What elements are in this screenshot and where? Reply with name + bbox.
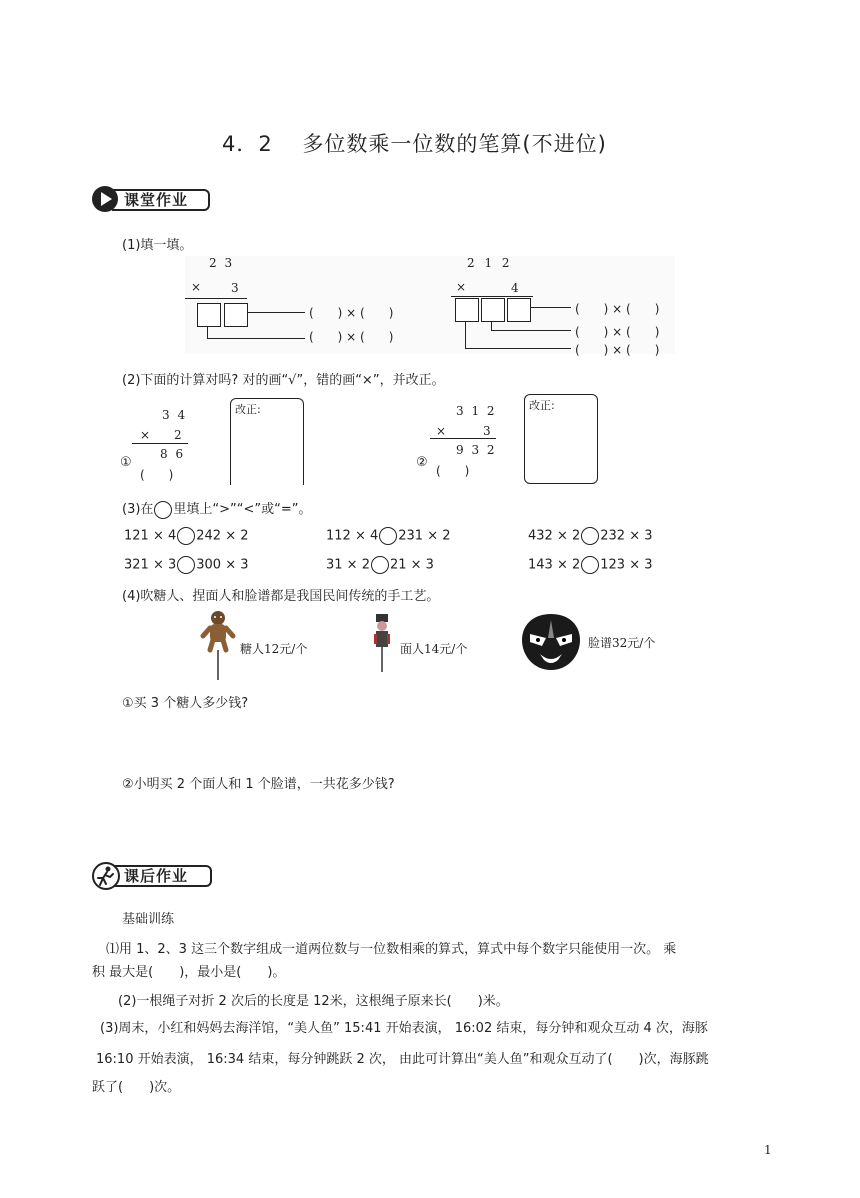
q1a-rule xyxy=(185,298,247,299)
q3-item-2-left: 112 × 4 xyxy=(326,528,379,544)
q1b-rule xyxy=(451,296,533,297)
section-banner-classwork xyxy=(92,186,210,210)
q1b-slot-3[interactable]: ( ) × ( ) xyxy=(575,343,660,357)
q3-item-1-right: 242 × 2 xyxy=(196,528,249,544)
q3-label-pre: (3)在 xyxy=(122,502,154,517)
q2-label: (2)下面的计算对吗? 对的画“√”，错的画“×”，并改正。 xyxy=(122,373,445,388)
q3-item-3-circle[interactable] xyxy=(581,527,599,545)
q2b-multiplicand: 3 1 2 xyxy=(456,404,497,418)
q1a-arrow-2-stem xyxy=(207,326,208,338)
q3-item-6-right: 123 × 3 xyxy=(600,557,653,573)
hw-q3-line1: (3)周末，小红和妈妈去海洋馆，“美人鱼” 15:41 开始表演， 16:02 结束，每分钟和观众互动 4 次，海豚 xyxy=(100,1021,708,1036)
q2b-marker: ② xyxy=(416,455,428,470)
q3-item-5-left: 31 × 2 xyxy=(326,557,370,573)
play-icon xyxy=(92,186,118,212)
q2a-multiplier: 2 xyxy=(174,428,182,442)
q1a-slot-1[interactable]: ( ) × ( ) xyxy=(309,306,394,320)
q2a-multiplicand: 3 4 xyxy=(162,408,188,422)
q1b-arrow-2-stem xyxy=(491,322,492,330)
q3-item-3-right: 232 × 3 xyxy=(600,528,653,544)
page-number: 1 xyxy=(764,1143,772,1157)
hw-q3-line3: 跃了( )次。 xyxy=(92,1080,181,1095)
q2a-correction-label: 改正: xyxy=(235,403,261,416)
q4-sub1: ①买 3 个糖人多少钱? xyxy=(122,696,249,711)
q3-item-1 xyxy=(124,527,249,545)
q1b-answer-box-ones[interactable] xyxy=(507,298,531,322)
sugar-figure-icon xyxy=(200,610,236,680)
q2b-multiplier: 3 xyxy=(483,424,491,438)
q1b-slot-2[interactable]: ( ) × ( ) xyxy=(575,325,660,339)
q1a-multiplicand: 2 3 xyxy=(209,256,235,270)
q3-item-4-circle[interactable] xyxy=(177,556,195,574)
banner-label: 课堂作业 xyxy=(124,191,189,209)
q1b-arrow-3-stem xyxy=(465,322,466,348)
q1b-answer-box-tens[interactable] xyxy=(481,298,505,322)
q2a-rule xyxy=(132,443,188,444)
q1b-arrow-1 xyxy=(531,307,571,308)
q1a-arrow-2 xyxy=(207,338,305,339)
hw-q1-line2: 积 最大是( )，最小是( )。 xyxy=(92,965,286,980)
dough-figure-icon xyxy=(370,612,394,672)
q3-item-1-circle[interactable] xyxy=(177,527,195,545)
q3-item-5-circle[interactable] xyxy=(371,556,389,574)
q3-item-6-circle[interactable] xyxy=(581,556,599,574)
q2b-correction-label: 改正: xyxy=(529,399,555,412)
q2b-correction-box[interactable] xyxy=(524,394,598,484)
q2b-times: × xyxy=(436,424,447,438)
price-mask: 脸谱32元/个 xyxy=(588,636,656,650)
q3-item-4-right: 300 × 3 xyxy=(196,557,249,573)
q3-item-6-left: 143 × 2 xyxy=(528,557,581,573)
hw-q3-line2: 16:10 开始表演， 16:34 结束，每分钟跳跃 2 次， 由此可计算出“美人鱼”和观众互动了( )次，海豚跳 xyxy=(96,1052,709,1067)
section-banner-homework xyxy=(92,862,212,886)
q2a-result: 8 6 xyxy=(160,447,186,461)
q1b-slot-1[interactable]: ( ) × ( ) xyxy=(575,302,660,316)
q2b-check-paren[interactable]: ( ) xyxy=(436,464,470,478)
q3-item-6 xyxy=(528,556,653,574)
q1a-answer-box-tens[interactable] xyxy=(197,303,221,327)
q1a-answer-box-ones[interactable] xyxy=(224,303,248,327)
q3-item-4-left: 321 × 3 xyxy=(124,557,177,573)
q1b-arrow-2 xyxy=(491,330,571,331)
basic-training-heading: 基础训练 xyxy=(122,912,175,927)
q3-item-3 xyxy=(528,527,653,545)
opera-mask-icon xyxy=(520,612,582,672)
price-dough: 面人14元/个 xyxy=(400,642,468,656)
q2a-correction-box[interactable] xyxy=(230,398,304,485)
q1-label: (1)填一填。 xyxy=(122,238,193,253)
q1a-multiplier: 3 xyxy=(231,281,239,295)
q1b-answer-box-hundreds[interactable] xyxy=(455,298,479,322)
compare-circle-icon xyxy=(154,501,172,519)
q2b-rule xyxy=(430,438,496,439)
q3-item-1-left: 121 × 4 xyxy=(124,528,177,544)
q4-label: (4)吹糖人、捏面人和脸谱都是我国民间传统的手工艺。 xyxy=(122,589,440,604)
price-sugar: 糖人12元/个 xyxy=(240,642,308,656)
q1-figure xyxy=(185,256,675,357)
q3-item-5 xyxy=(326,556,434,574)
q3-item-2 xyxy=(326,527,451,545)
q2a-times: × xyxy=(140,428,151,442)
runner-icon xyxy=(92,862,120,890)
page-title: 4．2 多位数乘一位数的笔算(不进位) xyxy=(222,132,607,156)
q2a-check-paren[interactable]: ( ) xyxy=(140,468,174,482)
banner-label: 课后作业 xyxy=(124,867,189,885)
q1b-multiplier: 4 xyxy=(511,281,519,295)
hw-q1-line1: ⑴用 1、2、3 这三个数字组成一道两位数与一位数相乘的算式，算式中每个数字只能使用一次。 乘 xyxy=(106,942,677,957)
q3-item-2-right: 231 × 2 xyxy=(398,528,451,544)
q1a-arrow-1 xyxy=(247,312,305,313)
q3-item-4 xyxy=(124,556,249,574)
q3-label xyxy=(122,498,312,519)
q2b-result: 9 3 2 xyxy=(456,443,497,457)
q1b-arrow-3 xyxy=(465,348,571,349)
q2a-marker: ① xyxy=(120,455,132,470)
q1b-multiplicand: 2 1 2 xyxy=(467,256,513,270)
q3-item-2-circle[interactable] xyxy=(379,527,397,545)
q4-sub2: ②小明买 2 个面人和 1 个脸谱，一共花多少钱? xyxy=(122,777,395,792)
q1a-slot-2[interactable]: ( ) × ( ) xyxy=(309,330,394,344)
q3-item-5-right: 21 × 3 xyxy=(389,557,434,573)
q3-item-3-left: 432 × 2 xyxy=(528,528,581,544)
q3-label-post: 里填上“>”“<”或“=”。 xyxy=(173,502,312,517)
hw-q2: (2)一根绳子对折 2 次后的长度是 12米，这根绳子原来长( )米。 xyxy=(118,994,509,1009)
q1b-times: × xyxy=(456,280,467,294)
q1a-times: × xyxy=(191,280,202,294)
